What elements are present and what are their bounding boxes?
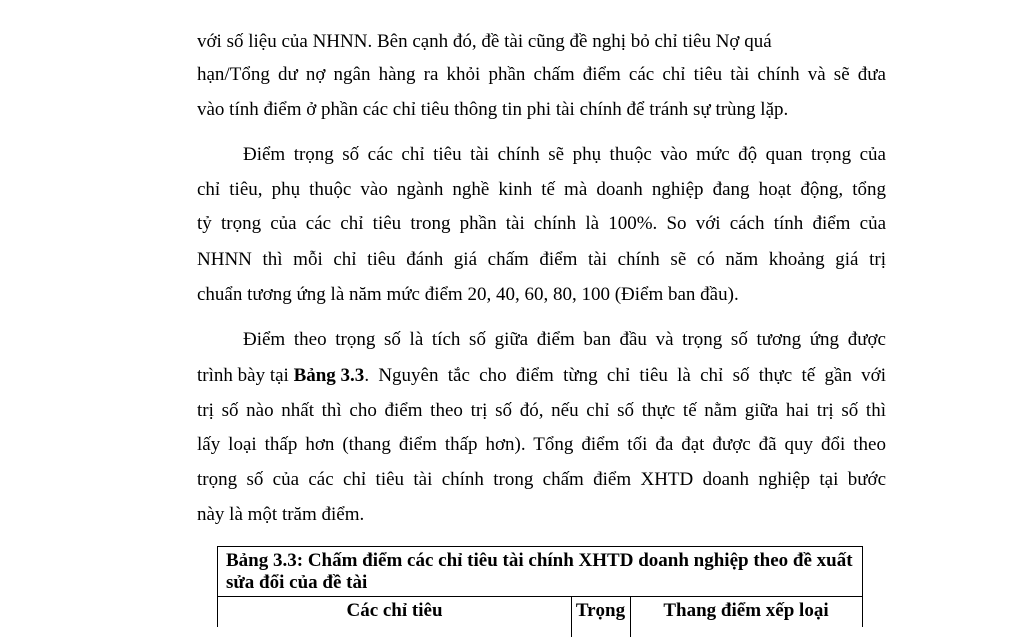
text-line: Điểm theo trọng số là tích số giữa điểm ban đầu và trọng số tương ứng được — [243, 329, 886, 350]
text-line: trị số nào nhất thì cho điểm theo trị số đó, nếu chỉ số thực tế nằm giữa hai trị số thì — [197, 400, 886, 421]
header-cac-chi-tieu: Các chỉ tiêu — [346, 600, 443, 621]
table-caption: Bảng 3.3: Chấm điểm các chỉ tiêu tài chính XHTD doanh nghiệp theo đề xuất sửa đổi của đề tài — [226, 550, 853, 593]
text-line: NHNN thì mỗi chỉ tiêu đánh giá chấm điểm tài chính sẽ có năm khoảng giá trị — [197, 249, 886, 270]
header-thang-diem: Thang điểm xếp loại — [663, 600, 829, 621]
table-3-3 — [217, 546, 863, 627]
text: trình bày tại — [197, 365, 294, 386]
text-line: trọng số của các chỉ tiêu tài chính trong chấm điểm XHTD doanh nghiệp tại bước — [197, 469, 886, 490]
text-line: chuẩn tương ứng là năm mức điểm 20, 40, 60, 80, 100 (Điểm ban đầu). — [197, 284, 739, 305]
table-reference: Bảng 3.3 — [293, 365, 365, 386]
text: . Nguyên tắc cho điểm từng chỉ tiêu là chỉ số thực tế gần với — [364, 365, 886, 386]
text-line: chỉ tiêu, phụ thuộc vào ngành nghề kinh tế mà doanh nghiệp đang hoạt động, tổng — [197, 179, 886, 200]
text-line: tỷ trọng của các chỉ tiêu trong phần tài chính là 100%. So với cách tính điểm của — [197, 213, 886, 234]
text-line: với số liệu của NHNN. Bên cạnh đó, đề tài cũng đề nghị bỏ chỉ tiêu Nợ quá — [197, 31, 772, 52]
table-header-row — [218, 596, 862, 637]
text-line: hạn/Tổng dư nợ ngân hàng ra khỏi phần chấm điểm các chỉ tiêu tài chính và sẽ đưa — [197, 64, 886, 85]
header-trong-so: Trọng — [575, 600, 626, 621]
text-line: Điểm trọng số các chỉ tiêu tài chính sẽ phụ thuộc vào mức độ quan trọng của — [243, 144, 886, 165]
text-line: lấy loại thấp hơn (thang điểm thấp hơn). Tổng điểm tối đa đạt được đã quy đổi theo — [197, 434, 886, 455]
text-line: này là một trăm điểm. — [197, 504, 365, 525]
text-line — [197, 365, 886, 387]
text-line: vào tính điểm ở phần các chỉ tiêu thông tin phi tài chính để tránh sự trùng lặp. — [197, 99, 789, 120]
